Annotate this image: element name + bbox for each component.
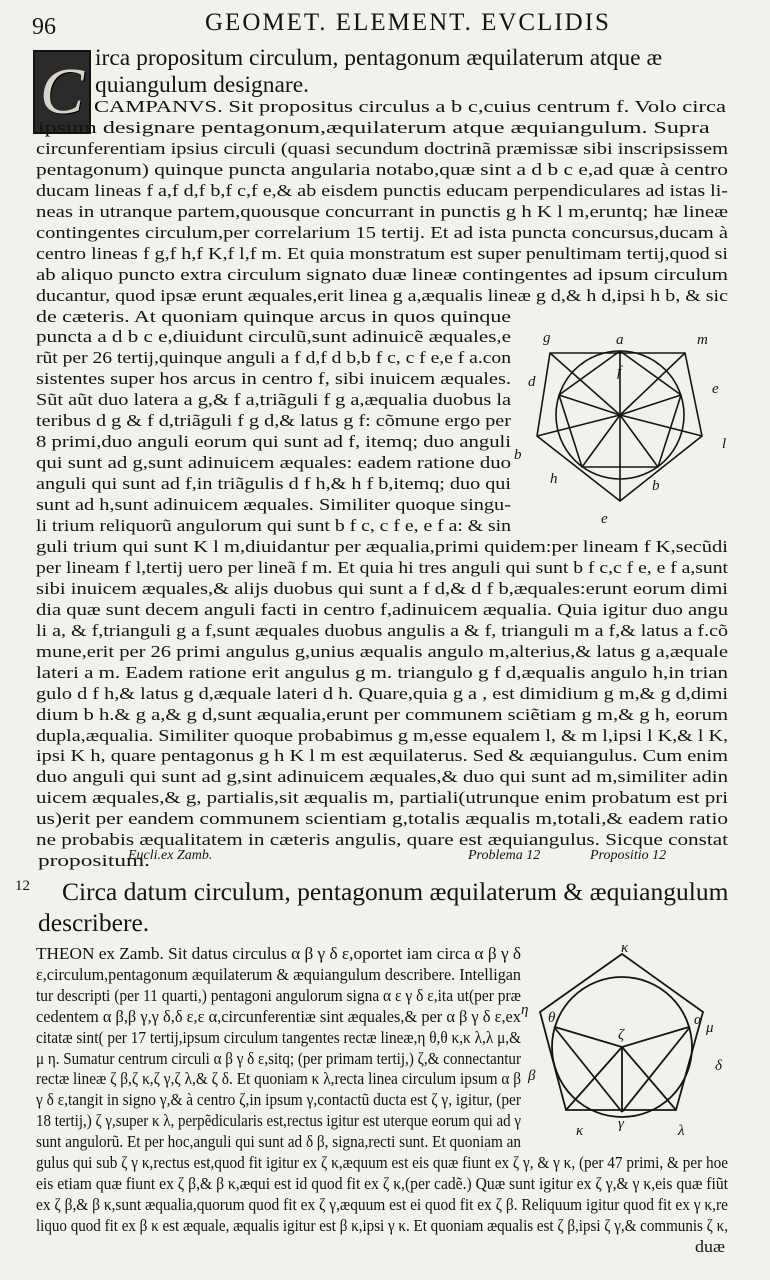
text-line: sunt ad h,sunt adinuicem æquales. Similiter quoque singu- <box>36 495 511 515</box>
text-line: ex ζ β,& β κ,sunt æqualia,quorum quod fit ex ζ γ,æquum est ei quod fit ex ζ β. Reliquum igitur quod fit ex γ κ,re <box>36 1194 728 1214</box>
figure-label: e <box>712 381 719 397</box>
text-line: 18 tertij,) ζ γ,super κ λ, perpẽdicularis est,rectus igitur est uterque eorum qui ad γ <box>36 1111 521 1131</box>
proposition-title-line-2: quiangulum designare. <box>95 72 310 98</box>
text-line: γ δ ε,tangit in signo γ,& à centro ζ,in ipsum γ,contactũ ducta est ζ γ, igitur, (per <box>36 1090 521 1110</box>
text-line: duo anguli qui sunt ad g,sint adinuicem æquales,& duo qui sunt ad m,similiter adin <box>36 767 728 787</box>
text-line: dia quæ sunt decem anguli facti in centro f,adinuicem æqualia. Quia igitur duo angu <box>36 599 728 619</box>
text-line: centro lineas f g,f h,f K,f l,f m. Et quia monstratum est super penultimam tertij,quod si <box>36 243 728 263</box>
figure-label: b <box>514 447 522 463</box>
text-line: μ η. Sumatur centrum circuli α β γ δ ε,sitq; (per primam tertij,) ζ,& connectantur <box>36 1048 521 1068</box>
figure-label: κ <box>576 1123 584 1139</box>
text-line: neas in utranque partem,quousque concurrant in punctis g h K l m,eruntq; hæ lineæ <box>36 201 728 221</box>
figure-label: d <box>528 374 536 390</box>
text-line: li a, & f,trianguli g a f,sunt æquales duobus angulis a & f, trianguli m a f,& latus a f.cõ <box>36 620 728 640</box>
page-number: 96 <box>32 14 56 40</box>
text-line: de cæteris. At quoniam quinque arcus in quos quinque <box>36 306 511 326</box>
text-line: rectæ lineæ ζ β,ζ κ,ζ γ,ζ λ,& ζ δ. Et quoniam κ λ,recta linea circulum ipsum α β <box>36 1069 521 1089</box>
figure-label: a <box>616 332 624 348</box>
proposition-12-title-line-1: Circa datum circulum, pentagonum æquilaterum & æquiangulum <box>62 877 729 906</box>
caption-problem: Problema 12 <box>468 848 541 863</box>
text-line: CAMPANVS. Sit propositus circulus a b c,cuius centrum f. Volo circa <box>94 97 726 116</box>
text-line: ducantur, quod ipsæ erunt æquales,erit linea g a,æqualis lineæ g d,& h d,ipsi h b, & sic <box>36 285 728 305</box>
text-line: mune,erit per 26 primi angulus g,unius æqualis angulo m,alterius,& latus g a,æquale <box>36 641 728 661</box>
figure-label: l <box>722 436 727 452</box>
text-line: dupla,æqualia. Similiter quoque probabimus g m,esse equalem l, & m l,ipsi l K,& l K, <box>36 725 728 745</box>
text-line: ipsum designare pentagonum,æquilaterum atque æquiangulum. Supra <box>38 117 710 137</box>
text-line: ne probabis æqualitatem in cæteris angulis, quare est æquiangulus. Sicque constat <box>36 830 728 850</box>
text-line: rũt per 26 tertij,quinque anguli a f d,f d b,b f c, c f e,e f a.con <box>36 348 511 368</box>
text-line: gulus qui sub ζ γ κ,rectus est,quod fit igitur ex ζ κ,æquum est eis quæ fiunt ex ζ γ, & γ κ, (per 47 primi, & per hoe <box>36 1153 728 1172</box>
initial-letter: C <box>39 55 85 128</box>
proposition-12-title-line-2: describere. <box>38 908 150 937</box>
figure-label: g <box>543 330 551 346</box>
text-line: ab aliquo puncto extra circulum signato duæ lineæ contingentes ad ipsum circulum <box>36 264 728 284</box>
text-line: pentagonum) quinque puncta angularia notabo,quæ sint a d b c e,ad quæ à centro <box>36 159 728 179</box>
figure-label: η <box>521 1002 529 1018</box>
text-line: contingentes circulum,per correlarium 15 tertij. Et ad ista puncta concursus,ducam à <box>36 222 728 242</box>
text-line: ipsi K h, quare pentagonus g h K l m est æquilaterus. Sed & æquiangulus. Cum enim <box>36 746 728 766</box>
text-line: uicem æquales,& g, partialis,sit æqualis m, partiali(utrunque enim probatum est pri <box>36 788 728 808</box>
figure-label: γ <box>618 1116 624 1132</box>
figure-label: h <box>550 471 558 487</box>
figure-label: α <box>694 1012 702 1028</box>
pentagon-figure-1 <box>510 318 750 528</box>
figure-label: μ <box>706 1020 714 1036</box>
text-line: lateri a m. Eadem ratione erit angulus g m. triangulo g f d,æqualis angulo h,in trian <box>36 662 728 682</box>
text-line: ducam lineas f a,f d,f b,f c,f e,& ab eisdem punctis educam perpendiculares ad istas li- <box>36 180 729 200</box>
figure-label: δ <box>715 1058 722 1074</box>
text-line: guli trium qui sunt K l m,diuidantur per æqualia,primi quidem:per lineam f K,secũdi <box>36 536 728 556</box>
caption-proposition: Propositio 12 <box>590 848 667 863</box>
figure-label: λ <box>678 1123 685 1139</box>
text-line: sibi inuicem æquales,& alijs duobus qui sunt a f d,& d f b,æquales:erunt eorum dimi <box>36 578 729 598</box>
text-line: eis etiam quæ fiunt ex ζ β,& β κ,æqui est id quod fit ex ζ κ,(per cadẽ.) Quæ sunt igitur ex ζ γ,& γ κ,eis quæ fiũt <box>36 1173 728 1193</box>
text-line: us)erit per eandem communem scientiam g,totalis æqualis m,totali,& eadem ratio <box>36 809 728 829</box>
text-line: dium b h.& g a,& g d,sunt æqualia,erunt per communem sciẽtiam g m,& g h, eorum <box>36 704 728 724</box>
text-line: anguli qui sunt ad f,in triãgulis d f h,& h f b,itemq; duo qui <box>36 474 511 494</box>
text-line: tur descripti (per 11 quarti,) pentagoni angulorum signa α ε γ δ ε,ita ut(per præ <box>36 985 521 1005</box>
text-line: circunferentiam ipsius circuli (quasi secundum doctrinã præmissæ sibi inscripsissem <box>36 138 728 158</box>
text-line: sunt angulorũ. Et per hoc,anguli qui sunt ad δ β, signa,recti sunt. Et quoniam an <box>36 1132 521 1152</box>
text-line: ε,circulum,pentagonum æquilaterum & æquiangulum describere. Intelligan <box>36 964 521 984</box>
text-line: sistentes super hos arcus in centro f, sibi inuicem æquales. <box>36 369 511 389</box>
figure-label: β <box>528 1068 536 1084</box>
text-line: gulo d f h,& latus g d,æquale lateri d h. Quare,quia g a , est dimidium g m,& g d,dimi <box>36 683 728 703</box>
figure-label: κ <box>621 942 629 956</box>
text-line: 8 primi,duo anguli eorum qui sunt ad f, itemq; duo anguli <box>36 432 512 452</box>
text-line: teribus d g & f d,triãguli f g d,& latus g f: cõmune ergo per <box>36 411 511 431</box>
figure-label: e <box>601 511 608 527</box>
text-line: THEON ex Zamb. Sit datus circulus α β γ δ ε,oportet iam circa α β γ δ <box>36 944 521 963</box>
text-line: puncta a d b c e,diuidunt circulũ,sunt adinuicẽ æquales,e <box>36 327 511 347</box>
figure-label: b <box>652 478 660 494</box>
text-line: citatæ sint( per 17 tertij,ipsum circulum tangentes rectæ lineæ,η θ,θ κ,κ λ,λ μ,& <box>36 1027 521 1047</box>
proposition-title-line-1: irca propositum circulum, pentagonum æquilaterum atque æ <box>95 45 663 71</box>
text-line: per lineam f l,tertij uero per lineã f m. Et quia hi tres anguli qui sunt b f c,c f e, e f a,sunt <box>36 557 728 577</box>
running-head: GEOMET. ELEMENT. EVCLIDIS <box>205 9 611 36</box>
text-line: Sũt aũt duo latera a g,& f a,triãguli f g a,æqualia duobus la <box>36 390 511 410</box>
caption-source: Eucli.ex Zamb. <box>128 848 213 863</box>
text-line: qui sunt ad g,sunt adinuicem æquales: eadem ratione duo <box>36 453 511 473</box>
text-line: propositum. <box>38 851 150 871</box>
text-line: duæ <box>695 1236 725 1256</box>
text-line: cedentem α β,β γ,γ δ,δ ε,ε α,circunferentiæ sint æquales,& per α β γ δ ε,ex <box>36 1006 521 1026</box>
figure-label: θ <box>548 1010 556 1026</box>
text-line: liquo quod fit ex β κ est æquale, æqualis igitur est β κ,ipsi γ κ. Et quoniam æqualis est ζ β,ipsi ζ γ,& communis ζ κ, <box>36 1215 728 1235</box>
pentagon-figure-2 <box>518 942 753 1142</box>
figure-label: m <box>697 332 708 348</box>
figure-label: ζ <box>618 1027 625 1043</box>
text-line: li trium reliquorũ angulorum qui sunt b f c, c f e, e f a: & sin <box>36 516 511 535</box>
margin-number: 12 <box>15 878 30 894</box>
figure-label: f <box>617 364 622 380</box>
